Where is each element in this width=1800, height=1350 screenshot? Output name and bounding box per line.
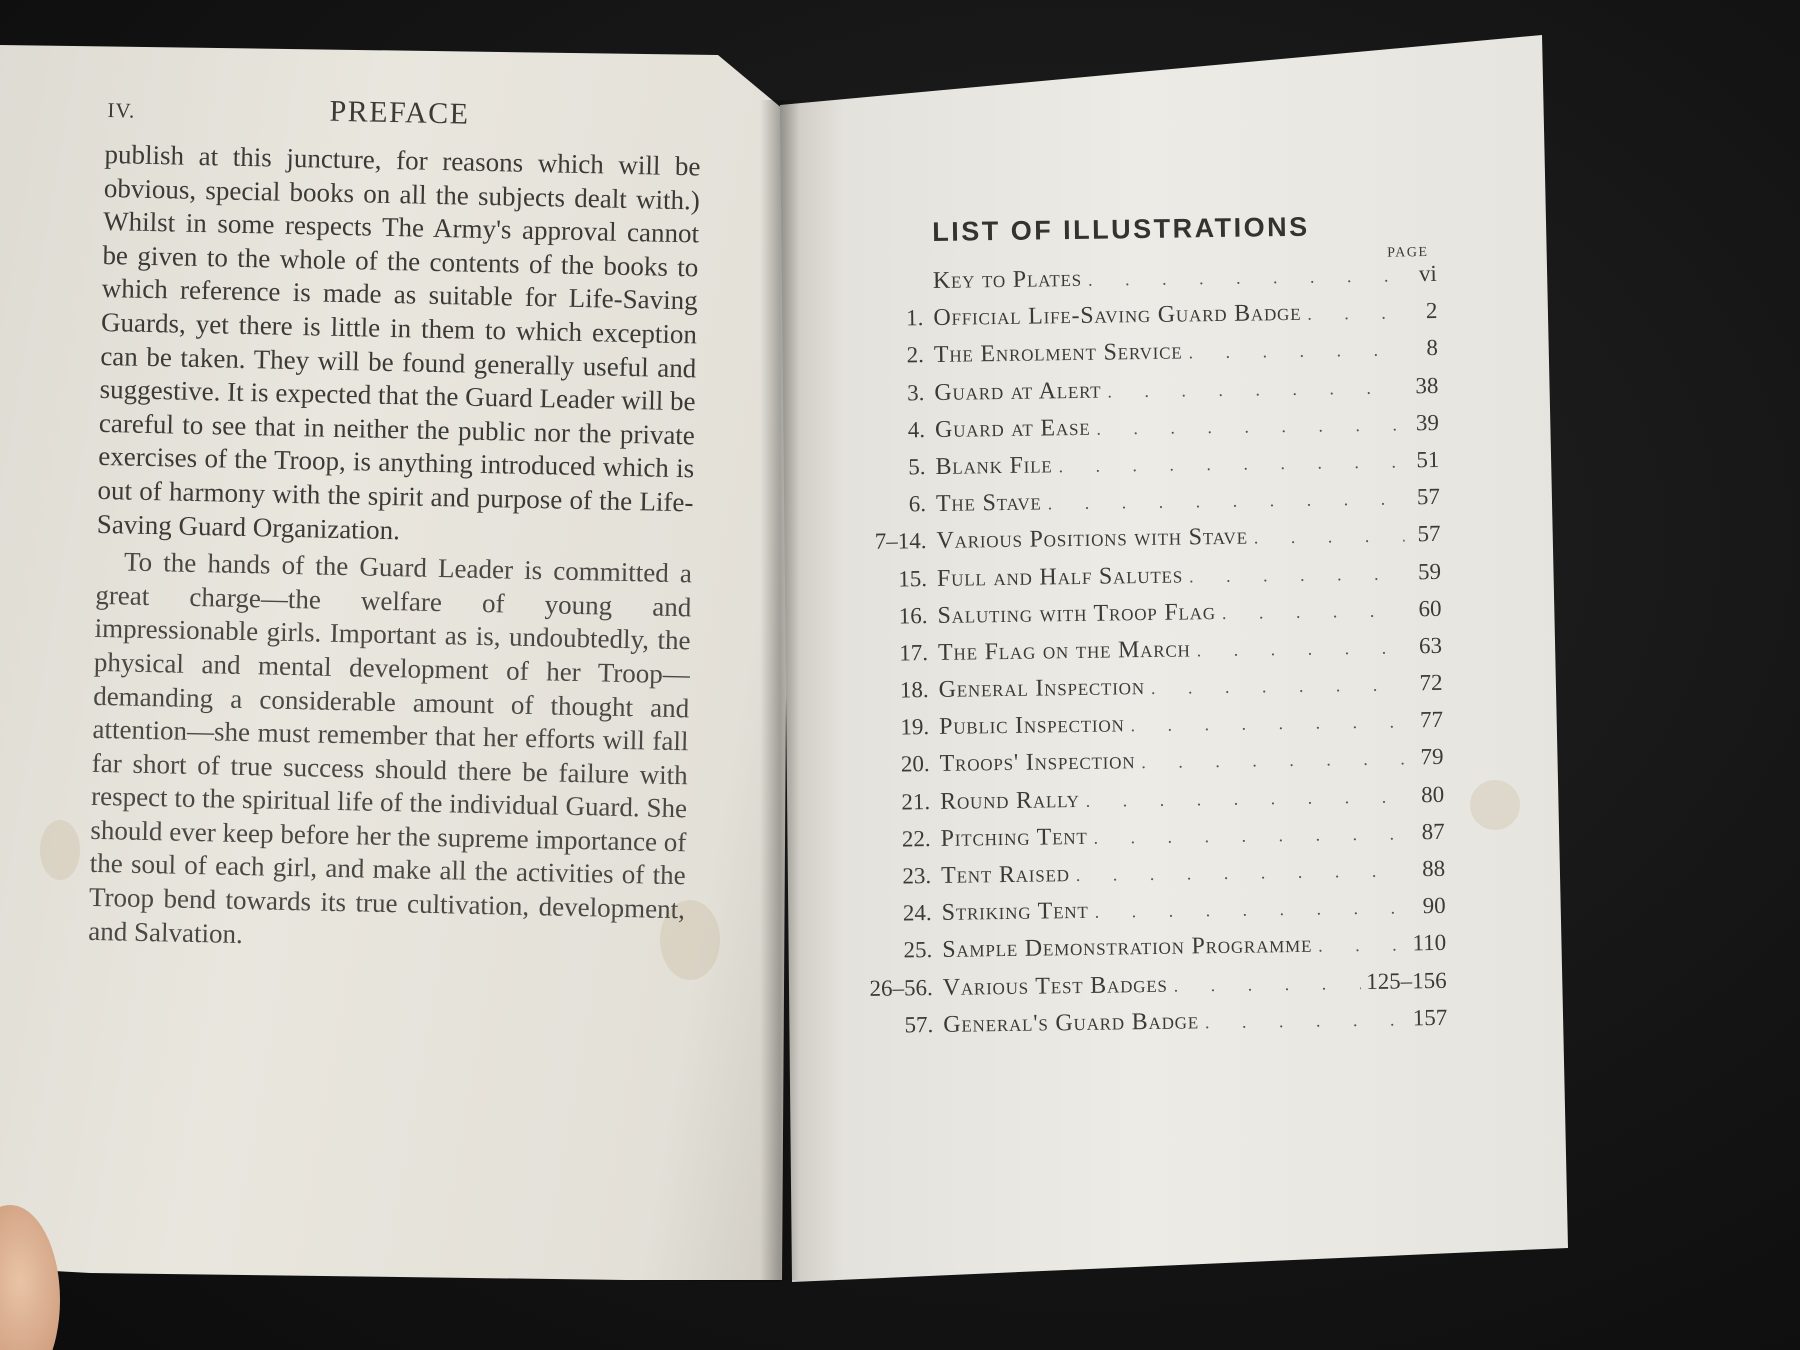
entry-number: 3. [907,379,925,405]
preface-paragraph: To the hands of the Guard Leader is committed a great charge—the welfare of young and impressionable girls. Important as is, undoubtedly, the physical and mental development of her Troop—demanding a considerable amount of thought and attention—she must remember that her efforts will fall far short of true success should there be failure with respect to the spiritual life of the individual Guard. She should ever keep before her the supreme importance of the soul of each girl, and make all the activities of the Troop bend towards its true cultivation, development, and Salvation. [88,546,693,949]
entry-page: 110 [1412,930,1447,956]
dot-leader [1058,451,1403,477]
entry-page: 79 [1420,744,1444,770]
entry-number: 2. [906,342,925,368]
dot-leader [1107,377,1402,402]
dot-leader [1307,303,1401,325]
entry-title: General's Guard Badge [943,1008,1200,1038]
entry-title: General Inspection [938,674,1146,703]
dot-leader [1096,414,1403,439]
dot-leader [1189,563,1405,587]
dot-leader [1205,1009,1407,1033]
dot-leader [1076,860,1410,886]
entry-title: Tent Raised [941,861,1070,889]
dot-leader [1088,265,1401,290]
entry-title: Striking Tent [941,898,1089,927]
dot-leader [1094,898,1409,923]
entry-number: 16. [898,602,928,629]
entry-title: Official Life-Saving Guard Badge [933,300,1302,332]
entry-page: 2 [1425,298,1438,324]
entry-number: 18. [899,677,929,703]
book-gutter [760,100,800,1280]
entry-page: 38 [1415,372,1439,398]
entry-title: Saluting with Troop Flag [937,598,1217,629]
entry-title: Round Rally [939,786,1080,815]
entry-page: 51 [1416,446,1440,473]
list-title: LIST OF ILLUSTRATIONS [931,211,1310,247]
entry-title: Blank File [935,452,1053,480]
entry-number: 25. [903,937,933,963]
entry-number: 7–14. [874,528,927,555]
entry-page: 57 [1416,484,1441,510]
preface-text-block [88,88,702,961]
dot-leader [1254,526,1405,549]
illustrations-list [858,210,1448,1050]
dot-leader [1141,749,1408,774]
entry-title: Pitching Tent [940,823,1088,852]
entry-number: 20. [900,751,930,777]
entry-page: 59 [1417,558,1442,584]
dot-leader [1318,935,1407,957]
entry-title: Full and Half Salutes [936,561,1184,592]
entry-page: 125–156 [1366,967,1447,994]
entry-page: vi [1418,260,1438,287]
page-column-label: PAGE [1387,245,1429,261]
entry-number: 24. [902,900,932,926]
entry-number: 5. [908,454,926,480]
dot-leader [1086,786,1409,812]
entry-number: 21. [901,788,931,815]
running-head: PREFACE [329,94,470,131]
entry-number: 17. [899,639,929,666]
paper-stain [40,820,80,880]
entry-title: Troops' Inspection [939,748,1136,778]
dot-leader [1093,823,1408,848]
entry-number: 15. [898,565,928,591]
entry-number: 1. [905,305,924,331]
entry-number: 4. [907,416,926,443]
entry-number: 26–56. [869,974,933,1001]
entry-number [859,288,933,289]
entry-page: 157 [1412,1004,1448,1031]
dot-leader [1197,637,1407,661]
entry-number: 19. [900,714,930,740]
entry-title: Guard at Alert [934,377,1102,406]
entry-title: Key to Plates [932,265,1083,294]
entry-number: 6. [908,491,927,517]
dot-leader [1130,712,1407,737]
entry-title: Public Inspection [938,711,1125,741]
entry-page: 87 [1421,818,1445,845]
dot-leader [1174,973,1361,997]
dot-leader [1222,600,1406,624]
entry-title: Various Positions with Stave [936,523,1248,555]
dot-leader [1188,340,1402,364]
entry-number: 23. [902,863,932,889]
dot-leader [1151,674,1407,699]
entry-title: The Stave [935,489,1042,518]
entry-page: 57 [1417,521,1441,547]
entry-title: The Flag on the March [937,636,1191,666]
entry-page: 90 [1422,893,1446,919]
page-number: IV. [107,98,136,123]
entry-page: 60 [1418,595,1442,621]
illustrations-rows [859,261,1448,1050]
entry-page: 39 [1415,409,1440,435]
entry-number: 22. [901,825,931,852]
entry-page: 8 [1426,335,1439,361]
preface-paragraph: publish at this juncture, for reasons which will be obvious, special books on all the subjects dealt with.) Whilst in some respects The Army's approval cannot be given to the whole of the contents of the books to which reference is made as suitable for Life-Saving Guards, yet there is little in them to which exception can be taken. They will be found generally useful and suggestive. It is expected that the Guard Leader will be careful to see that in neither the public nor the private exercises of the Troop, is anything introduced which is out of harmony with the spirit and purpose of the Life-Saving Guard Organization. [96,138,701,545]
entry-page: 72 [1419,669,1443,696]
dot-leader [1048,489,1405,515]
entry-page: 63 [1418,632,1443,659]
entry-title: Various Test Badges [942,971,1168,1001]
paper-stain [1470,780,1520,830]
entry-title: The Enrolment Service [933,338,1183,369]
entry-title: Sample Demonstration Programme [942,932,1313,964]
entry-title: Guard at Ease [934,414,1091,443]
entry-number: 57. [904,1011,934,1038]
entry-page: 77 [1419,707,1444,733]
entry-page: 80 [1420,781,1445,807]
entry-page: 88 [1421,855,1446,882]
